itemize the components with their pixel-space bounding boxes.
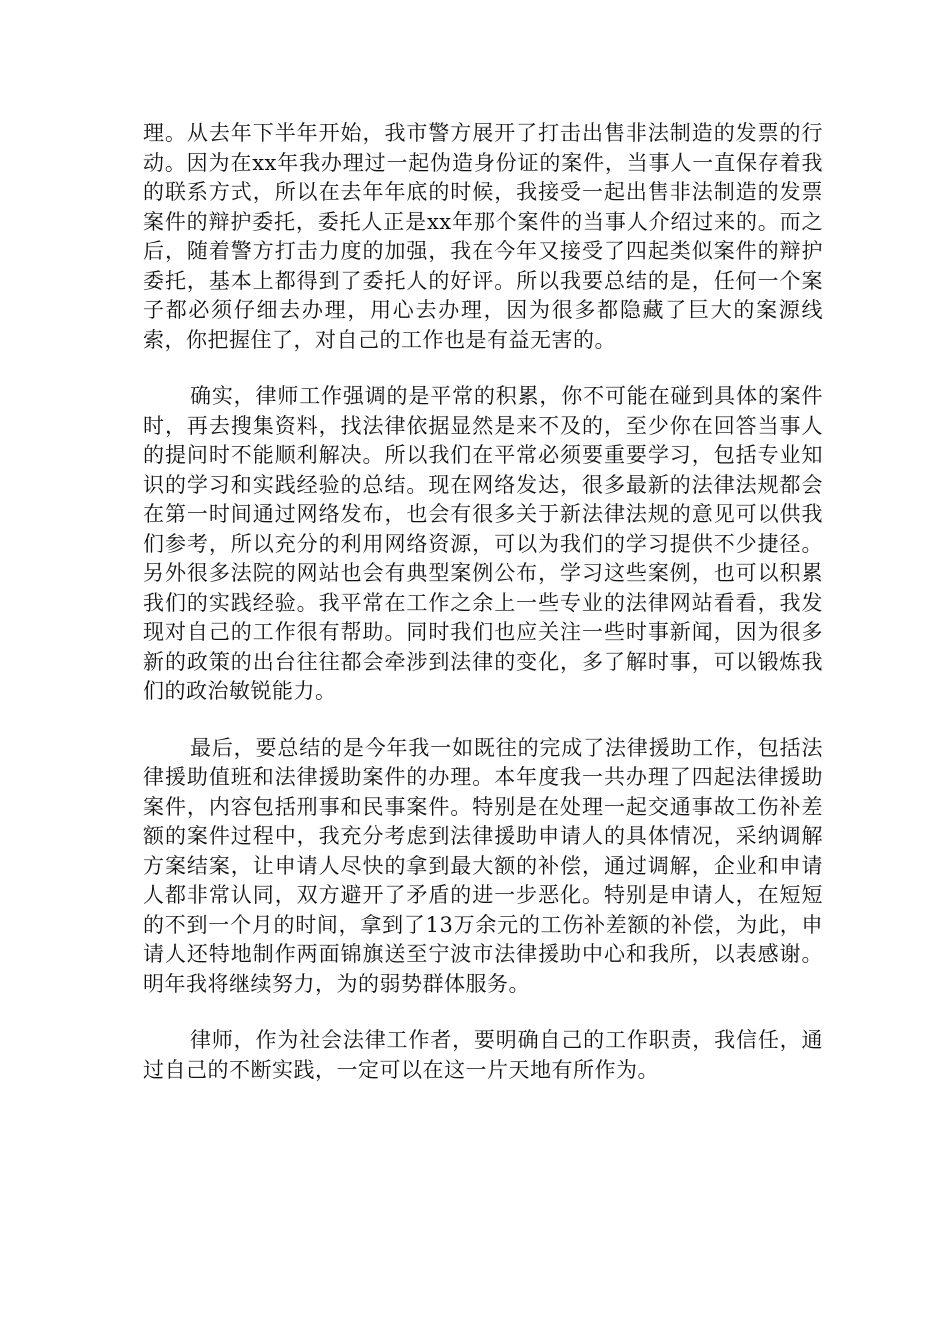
paragraph-legal-aid: 最后，要总结的是今年我一如既往的完成了法律援助工作，包括法律援助值班和法律援助案件的办理。本年度我一共办理了四起法律援助案件，内容包括刑事和民事案件。特别是在处理一起交通事故工伤补差额的案件过程中，我充分考虑到法律援助申请人的具体情况，采纳调解方案结案，让申请人尽快的拿到最大额的补偿，通过调解，企业和申请人都非常认同，双方避开了矛盾的进一步恶化。特别是申请人，在短短的不到一个月的时间，拿到了13万余元的工伤补差额的补偿，为此，申请人还特地制作两面锦旗送至宁波市法律援助中心和我所，以表感谢。明年我将继续努力，为的弱势群体服务。 [143, 735, 823, 996]
paragraph-conclusion: 律师，作为社会法律工作者，要明确自己的工作职责，我信任，通过自己的不断实践，一定可以在这一片天地有所作为。 [143, 1028, 823, 1082]
paragraph-continued: 理。从去年下半年开始，我市警方展开了打击出售非法制造的发票的行动。因为在xx年我办理过一起伪造身份证的案件，当事人一直保存着我的联系方式，所以在去年年底的时候，我接受一起出售非法制造的发票案件的辩护委托，委托人正是xx年那个案件的当事人介绍过来的。而之后，随着警方打击力度的加强，我在今年又接受了四起类似案件的辩护委托，基本上都得到了委托人的好评。所以我要总结的是，任何一个案子都必须仔细去办理，用心去办理，因为很多都隐藏了巨大的案源线索，你把握住了，对自己的工作也是有益无害的。 [143, 121, 823, 352]
document-body [143, 119, 823, 1112]
paragraph-accumulation: 确实，律师工作强调的是平常的积累，你不可能在碰到具体的案件时，再去搜集资料，找法律依据显然是来不及的，至少你在回答当事人的提问时不能顺利解决。所以我们在平常必须要重要学习，包括专业知识的学习和实践经验的总结。现在网络发达，很多最新的法律法规都会在第一时间通过网络发布，也会有很多关于新法律法规的意见可以供我们参考，所以充分的利用网络资源，可以为我们的学习提供不少捷径。另外很多法院的网站也会有典型案例公布，学习这些案例，也可以积累我们的实践经验。我平常在工作之余上一些专业的法律网站看看，我发现对自己的工作很有帮助。同时我们也应关注一些时事新闻，因为很多新的政策的出台往往都会牵涉到法律的变化，多了解时事，可以锻炼我们的政治敏锐能力。 [143, 384, 823, 703]
